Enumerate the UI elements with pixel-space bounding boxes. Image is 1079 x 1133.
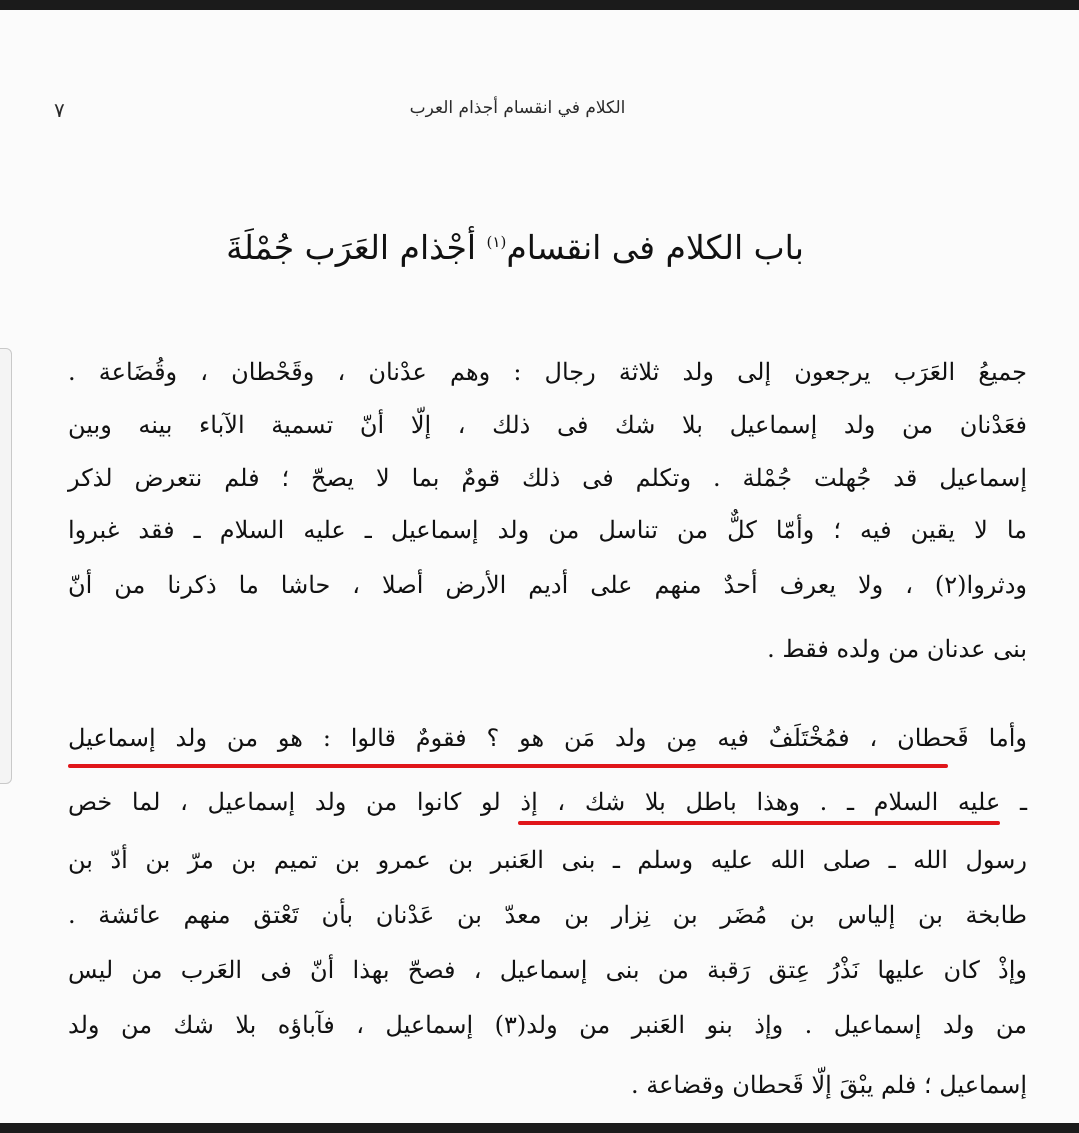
red-underline-1 [68,764,948,768]
paragraph-1-line-1: جميعُ العَرَب يرجعون إلى ولد ثلاثة رجال : وهم عدْنان ، وقَحْطان ، وقُضَاعة . [68,358,1027,386]
paragraph-1-line-5: ودثروا(٢) ، ولا يعرف أحدٌ منهم على أديم الأرض أصلا ، حاشا ما ذكرنا من أنّ [68,571,1027,599]
paragraph-2-line-4: طابخة بن إلياس بن مُضَر بن نِزار بن معدّ بن عَدْنان بأن تَعْتق منهم عائشة . [68,901,1027,929]
footnote-marker-1: (١) [486,233,507,251]
running-head: الكلام في انقسام أجذام العرب [409,98,626,118]
paragraph-1-line-3: إسماعيل قد جُهلت جُمْلة . وتكلم فى ذلك قومٌ بما لا يصحّ ؛ فلم نتعرض لذكر [68,464,1027,492]
paragraph-2-line-3: رسول الله ـ صلى الله عليه وسلم ـ بنى العَنبر بن عمرو بن تميم بن مرّ بن أدّ بن [68,846,1027,874]
red-underline-2 [518,821,1000,825]
paragraph-2-line-6: من ولد إسماعيل . وإذ بنو العَنبر من ولد(٣) إسماعيل ، فآباؤه بلا شك من ولد [68,1011,1027,1039]
page-number: ٧ [54,98,65,122]
paragraph-1-line-2: فعَدْنان من ولد إسماعيل بلا شك فى ذلك ، إلّا أنّ تسمية الآباء بينه وبين [68,411,1027,439]
paragraph-1-line-4: ما لا يقين فيه ؛ وأمّا كلٌّ من تناسل من ولد إسماعيل ـ عليه السلام ـ فقد غبروا [68,516,1027,544]
bottom-bar [0,1123,1079,1133]
book-page [0,10,1079,1123]
paragraph-2-line-5: وإذْ كان عليها نَذْرُ عِتق رَقبة من بنى إسماعيل ، فصحّ بهذا أنّ فى العَرب من ليس [68,956,1027,984]
paragraph-2-line-2: ـ عليه السلام ـ . وهذا باطل بلا شك ، إذ لو كانوا من ولد إسماعيل ، لما خص [68,788,1027,816]
chapter-title-start: باب الكلام فى انقسام [506,228,804,267]
paragraph-2-line-7: إسماعيل ؛ فلم يبْقَ إلّا قَحطان وقضاعة . [630,1071,1027,1099]
chapter-title [150,228,880,267]
chapter-title-end: أجْذام العَرَب جُمْلَةَ [226,228,477,267]
side-panel-handle[interactable] [0,348,12,784]
paragraph-2-line-1: وأما قَحطان ، فمُخْتَلَفٌ فيه مِن ولد مَن هو ؟ فقومٌ قالوا : هو من ولد إسماعيل [68,724,1027,752]
paragraph-1-line-6: بنى عدنان من ولده فقط . [767,635,1027,663]
